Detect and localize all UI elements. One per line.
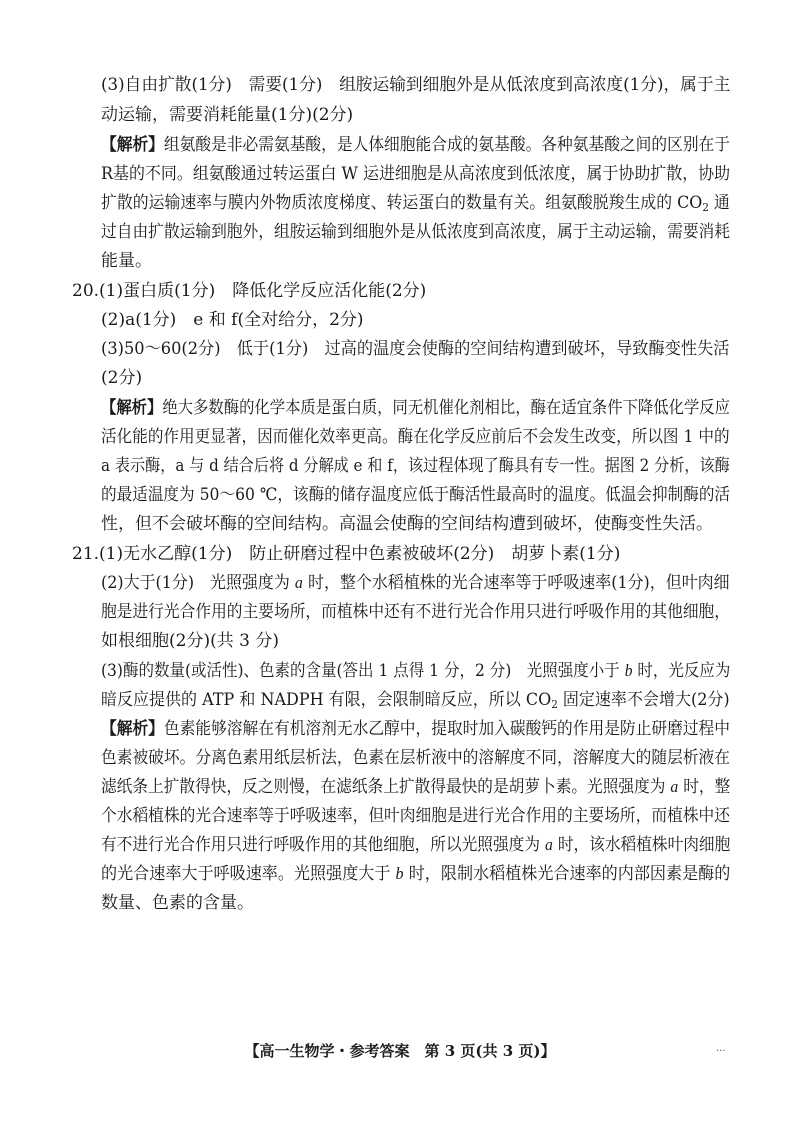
text-run: a <box>545 835 553 854</box>
text-run: 时，整 <box>678 777 731 797</box>
text-line <box>101 455 730 477</box>
text-line <box>101 104 353 126</box>
text-run: 过自由扩散运输到胞外，组胺运输到细胞外是从低浓度到高浓度，属于主动运输，需要消耗 <box>101 222 730 242</box>
text-run: 21.(1)无水乙醇(1分) 防止研磨过程中色素被破坏(2分) 胡萝卜素(1分) <box>72 544 621 564</box>
text-run: a <box>294 573 303 592</box>
text-run: (2分) <box>101 368 143 388</box>
text-line <box>101 309 364 331</box>
text-run: 固定速率不会增大(2分) <box>557 690 730 710</box>
text-run: R基的不同。组氨酸通过转运蛋白 W 运进细胞是从高浓度到低浓度，属于协助扩散，协助 <box>101 164 731 184</box>
text-line <box>101 601 730 623</box>
text-run: 通 <box>708 193 730 213</box>
text-run: b <box>624 661 633 680</box>
analysis-label: 【解析】 <box>101 719 164 739</box>
text-line <box>101 221 730 243</box>
text-run: 有不进行光合作用只进行呼吸作用的其他细胞，所以光照强度为 <box>101 835 546 855</box>
text-run: 20.(1)蛋白质(1分) 降低化学反应活化能(2分) <box>72 281 427 301</box>
subscript: 2 <box>702 201 709 214</box>
text-run: 时，限制水稻植株光合速率的内部因素是酶的 <box>403 864 731 884</box>
text-run: (2)a(1分) e 和 f(全对给分，2分) <box>101 310 364 330</box>
text-run: (2)大于(1分) 光照强度为 <box>101 573 295 593</box>
text-line <box>101 572 730 594</box>
analysis-label: 【解析】 <box>101 135 164 155</box>
text-line <box>72 280 426 302</box>
text-line <box>101 426 730 448</box>
text-run: 的最适温度为 50～60 ℃，该酶的储存温度应低于酶活性最高时的温度。低温会抑制酶的活 <box>101 485 731 505</box>
analysis-label: 【解析】 <box>101 398 163 418</box>
text-line <box>101 718 730 740</box>
text-run: 动运输，需要消耗能量(1分)(2分) <box>101 105 354 125</box>
text-line <box>101 689 730 711</box>
text-line <box>101 250 152 272</box>
text-run: 活化能的作用更显著，因而催化效率更高。酶在化学反应前后不会发生改变，所以图 1 中的 <box>101 427 730 447</box>
text-run: b <box>395 864 404 883</box>
text-line <box>72 543 620 565</box>
text-run: 能量。 <box>101 251 152 271</box>
text-run: 个水稻植株的光合速率等于呼吸速率，但叶肉细胞是进行光合作用的主要场所，而植株中还 <box>101 806 730 826</box>
text-run: 胞是进行光合作用的主要场所，而植株中还有不进行光合作用只进行呼吸作用的其他细胞， <box>101 602 730 622</box>
text-run: 暗反应提供的 ATP 和 NADPH 有限，会限制暗反应，所以 CO <box>101 690 552 710</box>
text-run: 滤纸条上扩散得快，反之则慢，在滤纸条上扩散得最快的是胡萝卜素。光照强度为 <box>101 777 671 797</box>
text-run: 的光合速率大于呼吸速率。光照强度大于 <box>101 864 396 884</box>
text-line <box>101 834 730 856</box>
text-run: a <box>670 777 679 796</box>
text-line <box>101 776 730 798</box>
text-run: 色素被破坏。分离色素用纸层析法，色素在层析液中的溶解度不同，溶解度大的随层析液在 <box>101 748 730 768</box>
text-line <box>101 630 279 652</box>
text-line <box>101 367 142 389</box>
text-line <box>101 484 730 506</box>
text-run: 时，该水稻植株叶肉细胞 <box>552 835 731 855</box>
text-line <box>101 747 730 769</box>
text-run: 扩散的运输速率与膜内外物质浓度梯度、转运蛋白的数量有关。组氨酸脱羧生成的 CO <box>101 193 703 213</box>
corner-mark: ... <box>716 1043 726 1054</box>
text-line <box>101 74 730 96</box>
text-run: (3)自由扩散(1分) 需要(1分) 组胺运输到细胞外是从低浓度到高浓度(1分)，属于主 <box>101 75 731 95</box>
text-line <box>101 863 730 885</box>
text-line <box>101 163 730 185</box>
text-run: 时，整个水稻植株的光合速率等于呼吸速率(1分)，但叶肉细 <box>302 573 730 593</box>
text-run: 性，但不会破坏酶的空间结构。高温会使酶的空间结构遭到破坏，使酶变性失活。 <box>101 514 713 534</box>
text-run: (3)50～60(2分) 低于(1分) 过高的温度会使酶的空间结构遭到破坏，导致酶变性失活 <box>101 339 730 359</box>
text-line <box>101 192 730 214</box>
text-run: a 表示酶，a 与 d 结合后将 d 分解成 e 和 f，该过程体现了酶具有专一性。据图 2 分析，该酶 <box>101 456 730 476</box>
text-line <box>101 134 730 156</box>
text-run: 数量、色素的含量。 <box>101 893 254 913</box>
text-run: (3)酶的数量(或活性)、色素的含量(答出 1 点得 1 分，2 分) 光照强度小于 <box>101 661 625 681</box>
text-run: 时，光反应为 <box>632 661 731 681</box>
text-line <box>101 338 730 360</box>
text-line <box>101 892 254 914</box>
text-run: 组氨酸是非必需氨基酸，是人体细胞能合成的氨基酸。各种氨基酸之间的区别在于 <box>163 135 730 155</box>
page-footer: 【高一生物学・参考答案 第 3 页(共 3 页)】 <box>244 1042 556 1060</box>
text-line <box>101 805 730 827</box>
subscript: 2 <box>551 698 558 711</box>
text-run: 如根细胞(2分)(共 3 分) <box>101 631 279 651</box>
text-line <box>101 513 713 535</box>
text-line <box>101 397 730 419</box>
text-line <box>101 660 730 682</box>
text-run: 绝大多数酶的化学本质是蛋白质，同无机催化剂相比，酶在适宜条件下降低化学反应 <box>162 398 730 418</box>
text-run: 色素能够溶解在有机溶剂无水乙醇中，提取时加入碳酸钙的作用是防止研磨过程中 <box>163 719 730 739</box>
